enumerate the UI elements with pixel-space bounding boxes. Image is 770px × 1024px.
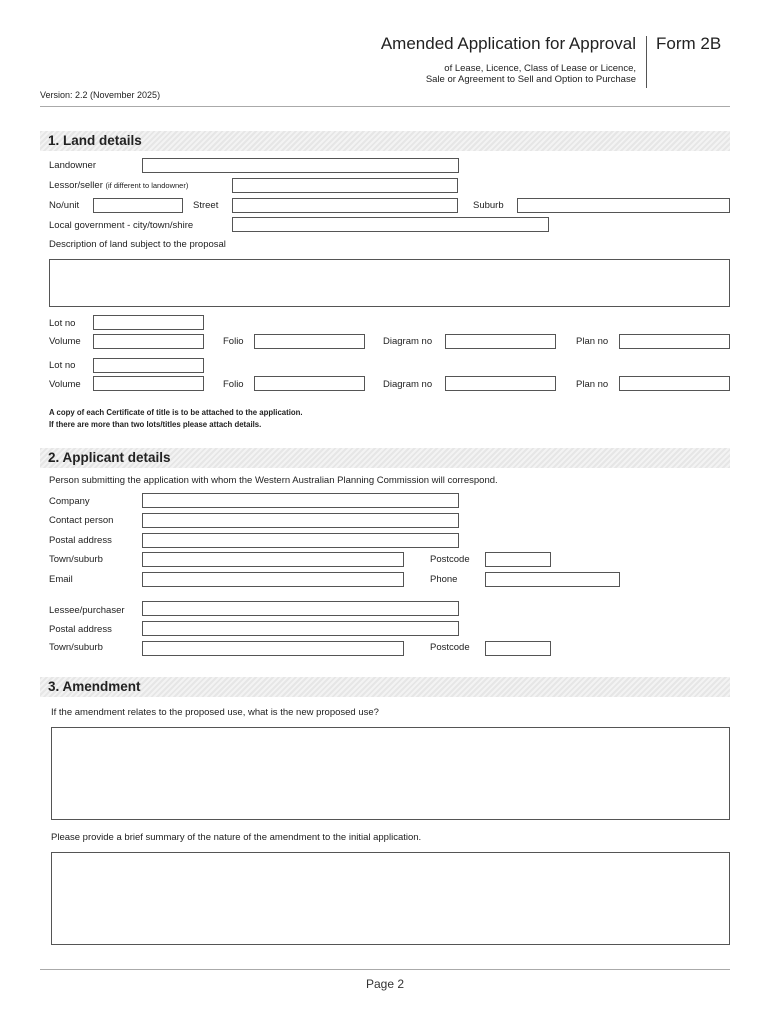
- phone-label: Phone: [430, 574, 458, 585]
- no-unit-label: No/unit: [49, 200, 80, 211]
- street-label: Street: [193, 200, 219, 211]
- landowner-label: Landowner: [49, 160, 97, 171]
- contact-person-field[interactable]: [142, 513, 459, 528]
- description-label: Description of land subject to the proposal: [49, 239, 226, 250]
- contact-person-label: Contact person: [49, 515, 114, 526]
- section-3-header: [40, 677, 730, 697]
- company-label: Company: [49, 496, 90, 507]
- header-rule: [40, 106, 730, 107]
- lessor-seller-text: Lessor/seller: [49, 180, 103, 191]
- form-subtitle-line1: of Lease, Licence, Class of Lease or Licence,: [444, 63, 636, 74]
- version-text: Version: 2.2 (November 2025): [40, 90, 161, 100]
- lessor-seller-label: [49, 180, 188, 192]
- volume-field-2[interactable]: [93, 376, 204, 391]
- folio-field-1[interactable]: [254, 334, 365, 349]
- volume-field-1[interactable]: [93, 334, 204, 349]
- street-field[interactable]: [232, 198, 458, 213]
- lessee-postal-address-label: Postal address: [49, 624, 112, 635]
- local-government-field[interactable]: [232, 217, 549, 232]
- plan-no-label-2: Plan no: [576, 379, 609, 390]
- lessee-postcode-field[interactable]: [485, 641, 551, 656]
- lessor-seller-field[interactable]: [232, 178, 458, 193]
- proposed-use-field[interactable]: [51, 727, 730, 820]
- plan-no-label-1: Plan no: [576, 336, 609, 347]
- diagram-no-label-2: Diagram no: [383, 379, 433, 390]
- suburb-label: Suburb: [473, 200, 504, 211]
- plan-no-field-1[interactable]: [619, 334, 730, 349]
- company-field[interactable]: [142, 493, 459, 508]
- postal-address-label: Postal address: [49, 535, 112, 546]
- no-unit-field[interactable]: [93, 198, 183, 213]
- lot-no-field-1[interactable]: [93, 315, 204, 330]
- volume-label-2: Volume: [49, 379, 81, 390]
- header-divider: [646, 36, 647, 88]
- section-1-title: 1. Land details: [48, 133, 142, 148]
- page-number: Page 2: [365, 977, 405, 991]
- lessee-postal-address-field[interactable]: [142, 621, 459, 636]
- lot-no-label-2: Lot no: [49, 360, 76, 371]
- applicant-intro: Person submitting the application with whom the Western Australian Planning Commission will correspond.: [49, 475, 498, 486]
- lessor-seller-note: (if different to landowner): [105, 181, 189, 190]
- local-government-label: Local government - city/town/shire: [49, 220, 194, 231]
- lot-no-label-1: Lot no: [49, 318, 76, 329]
- form-subtitle-line2: Sale or Agreement to Sell and Option to Purchase: [425, 74, 636, 85]
- section-2-header: [40, 448, 730, 468]
- lots-note: If there are more than two lots/titles please attach details.: [49, 420, 262, 429]
- landowner-field[interactable]: [142, 158, 459, 173]
- diagram-no-field-1[interactable]: [445, 334, 556, 349]
- email-label: Email: [49, 574, 73, 585]
- postcode-field[interactable]: [485, 552, 551, 567]
- amendment-summary-field[interactable]: [51, 852, 730, 945]
- plan-no-field-2[interactable]: [619, 376, 730, 391]
- email-field[interactable]: [142, 572, 404, 587]
- section-2-title: 2. Applicant details: [48, 450, 171, 465]
- folio-label-1: Folio: [223, 336, 244, 347]
- suburb-field[interactable]: [517, 198, 730, 213]
- lessee-town-suburb-label: Town/suburb: [49, 642, 103, 653]
- volume-label-1: Volume: [49, 336, 81, 347]
- lessee-purchaser-field[interactable]: [142, 601, 459, 616]
- section-1-header: [40, 131, 730, 151]
- lessee-purchaser-label: Lessee/purchaser: [49, 605, 125, 616]
- certificate-note: A copy of each Certificate of title is to be attached to the application.: [49, 408, 303, 417]
- description-field[interactable]: [49, 259, 730, 307]
- town-suburb-label: Town/suburb: [49, 554, 103, 565]
- proposed-use-question: If the amendment relates to the proposed use, what is the new proposed use?: [51, 707, 379, 718]
- lot-no-field-2[interactable]: [93, 358, 204, 373]
- postal-address-field[interactable]: [142, 533, 459, 548]
- section-3-title: 3. Amendment: [48, 679, 141, 694]
- diagram-no-label-1: Diagram no: [383, 336, 433, 347]
- folio-field-2[interactable]: [254, 376, 365, 391]
- postcode-label: Postcode: [430, 554, 470, 565]
- phone-field[interactable]: [485, 572, 620, 587]
- form-title: Amended Application for Approval: [380, 34, 636, 53]
- lessee-town-suburb-field[interactable]: [142, 641, 404, 656]
- town-suburb-field[interactable]: [142, 552, 404, 567]
- diagram-no-field-2[interactable]: [445, 376, 556, 391]
- amendment-summary-question: Please provide a brief summary of the nature of the amendment to the initial application.: [51, 832, 422, 843]
- folio-label-2: Folio: [223, 379, 244, 390]
- footer-rule: [40, 969, 730, 970]
- form-code: Form 2B: [656, 34, 722, 53]
- lessee-postcode-label: Postcode: [430, 642, 470, 653]
